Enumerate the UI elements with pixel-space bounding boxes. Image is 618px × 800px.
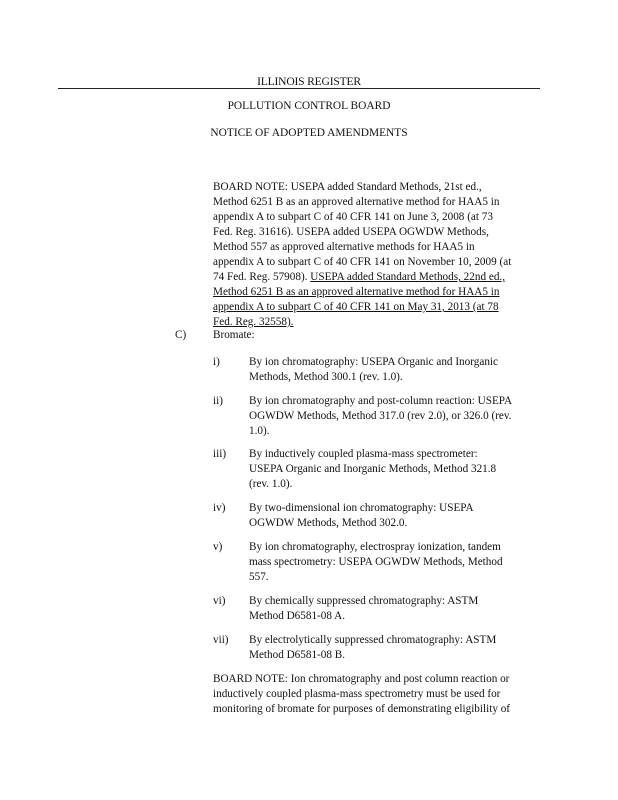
board-note-1-line: appendix A to subpart C of 40 CFR 141 on November 10, 2009 (at [213,256,512,268]
board-note-1-line: Method 6251 B as an approved alternative method for HAA5 in [213,196,500,208]
board-note-1-line: appendix A to subpart C of 40 CFR 141 on June 3, 2008 (at 73 [213,211,493,223]
list-item-line: By chemically suppressed chromatography: ASTM [249,595,479,607]
list-item [249,594,539,624]
board-note-2-line: monitoring of bromate for purposes of demonstrating eligibility of [213,703,511,715]
list-item-line: By ion chromatography and post-column reaction: USEPA [249,395,513,407]
list-item-line: By electrolytically suppressed chromatography: ASTM [249,634,497,646]
board-note-1-underlined-text: USEPA added Standard Methods, 22nd ed., [310,271,506,283]
list-item-line: 1.0). [249,425,270,437]
section-c-label: C) [175,329,187,341]
item-number: vi) [213,595,226,607]
notice-title: NOTICE OF ADOPTED AMENDMENTS [210,127,408,139]
list-item-line: (rev. 1.0). [249,478,293,490]
register-title: ILLINOIS REGISTER [257,75,361,88]
board-note-1-line-underlined: Method 6251 B as an approved alternative method for HAA5 in [213,286,500,298]
list-item [249,394,539,439]
list-item [249,447,539,492]
list-item-line: Methods, Method 300.1 (rev. 1.0). [249,371,403,383]
board-note-2-line: BOARD NOTE: Ion chromatography and post column reaction or [213,673,510,685]
list-item-line: By inductively coupled plasma-mass spectrometer: [249,448,478,460]
list-item-line: OGWDW Methods, Method 302.0. [249,517,408,529]
list-item [249,501,539,531]
board-note-2 [213,672,538,717]
list-item-line: By two-dimensional ion chromatography: USEPA [249,502,474,514]
list-item [249,633,539,663]
item-number: iii) [213,448,227,460]
list-item-line: By ion chromatography, electrospray ionization, tandem [249,541,501,553]
board-note-1-text: 74 Fed. Reg. 57908). [213,271,311,283]
board-note-2-line: inductively coupled plasma-mass spectrometry must be used for [213,688,501,700]
list-item-line: By ion chromatography: USEPA Organic and Inorganic [249,356,498,368]
board-note-1-line: Fed. Reg. 31616). USEPA added USEPA OGWDW Methods, [213,226,489,238]
list-item [249,540,539,585]
board-note-1-line [213,270,538,285]
board-note-1-line-underlined: appendix A to subpart C of 40 CFR 141 on May 31, 2013 (at 78 [213,301,499,313]
board-note-1-line: Method 557 as approved alternative methods for HAA5 in [213,241,475,253]
board-note-1 [213,180,538,330]
section-c-title: Bromate: [213,329,255,341]
item-number: vii) [213,634,229,646]
list-item-line: 557. [249,571,269,583]
list-item-line: OGWDW Methods, Method 317.0 (rev 2.0), or 326.0 (rev. [249,410,512,422]
item-number: v) [213,541,223,553]
list-item-line: Method D6581-08 A. [249,610,346,622]
list-item-line: Method D6581-08 B. [249,649,346,661]
item-number: ii) [213,395,223,407]
list-item-line: USEPA Organic and Inorganic Methods, Method 321.8 [249,463,497,475]
list-item-line: mass spectrometry: USEPA OGWDW Methods, Method [249,556,503,568]
item-number: iv) [213,502,226,514]
board-note-1-line-underlined: Fed. Reg. 32558). [213,316,294,328]
board-note-1-line: BOARD NOTE: USEPA added Standard Methods, 21st ed., [213,181,482,193]
board-title: POLLUTION CONTROL BOARD [227,100,391,112]
header-rule [58,88,540,89]
item-number: i) [213,356,220,368]
list-item [249,355,539,385]
